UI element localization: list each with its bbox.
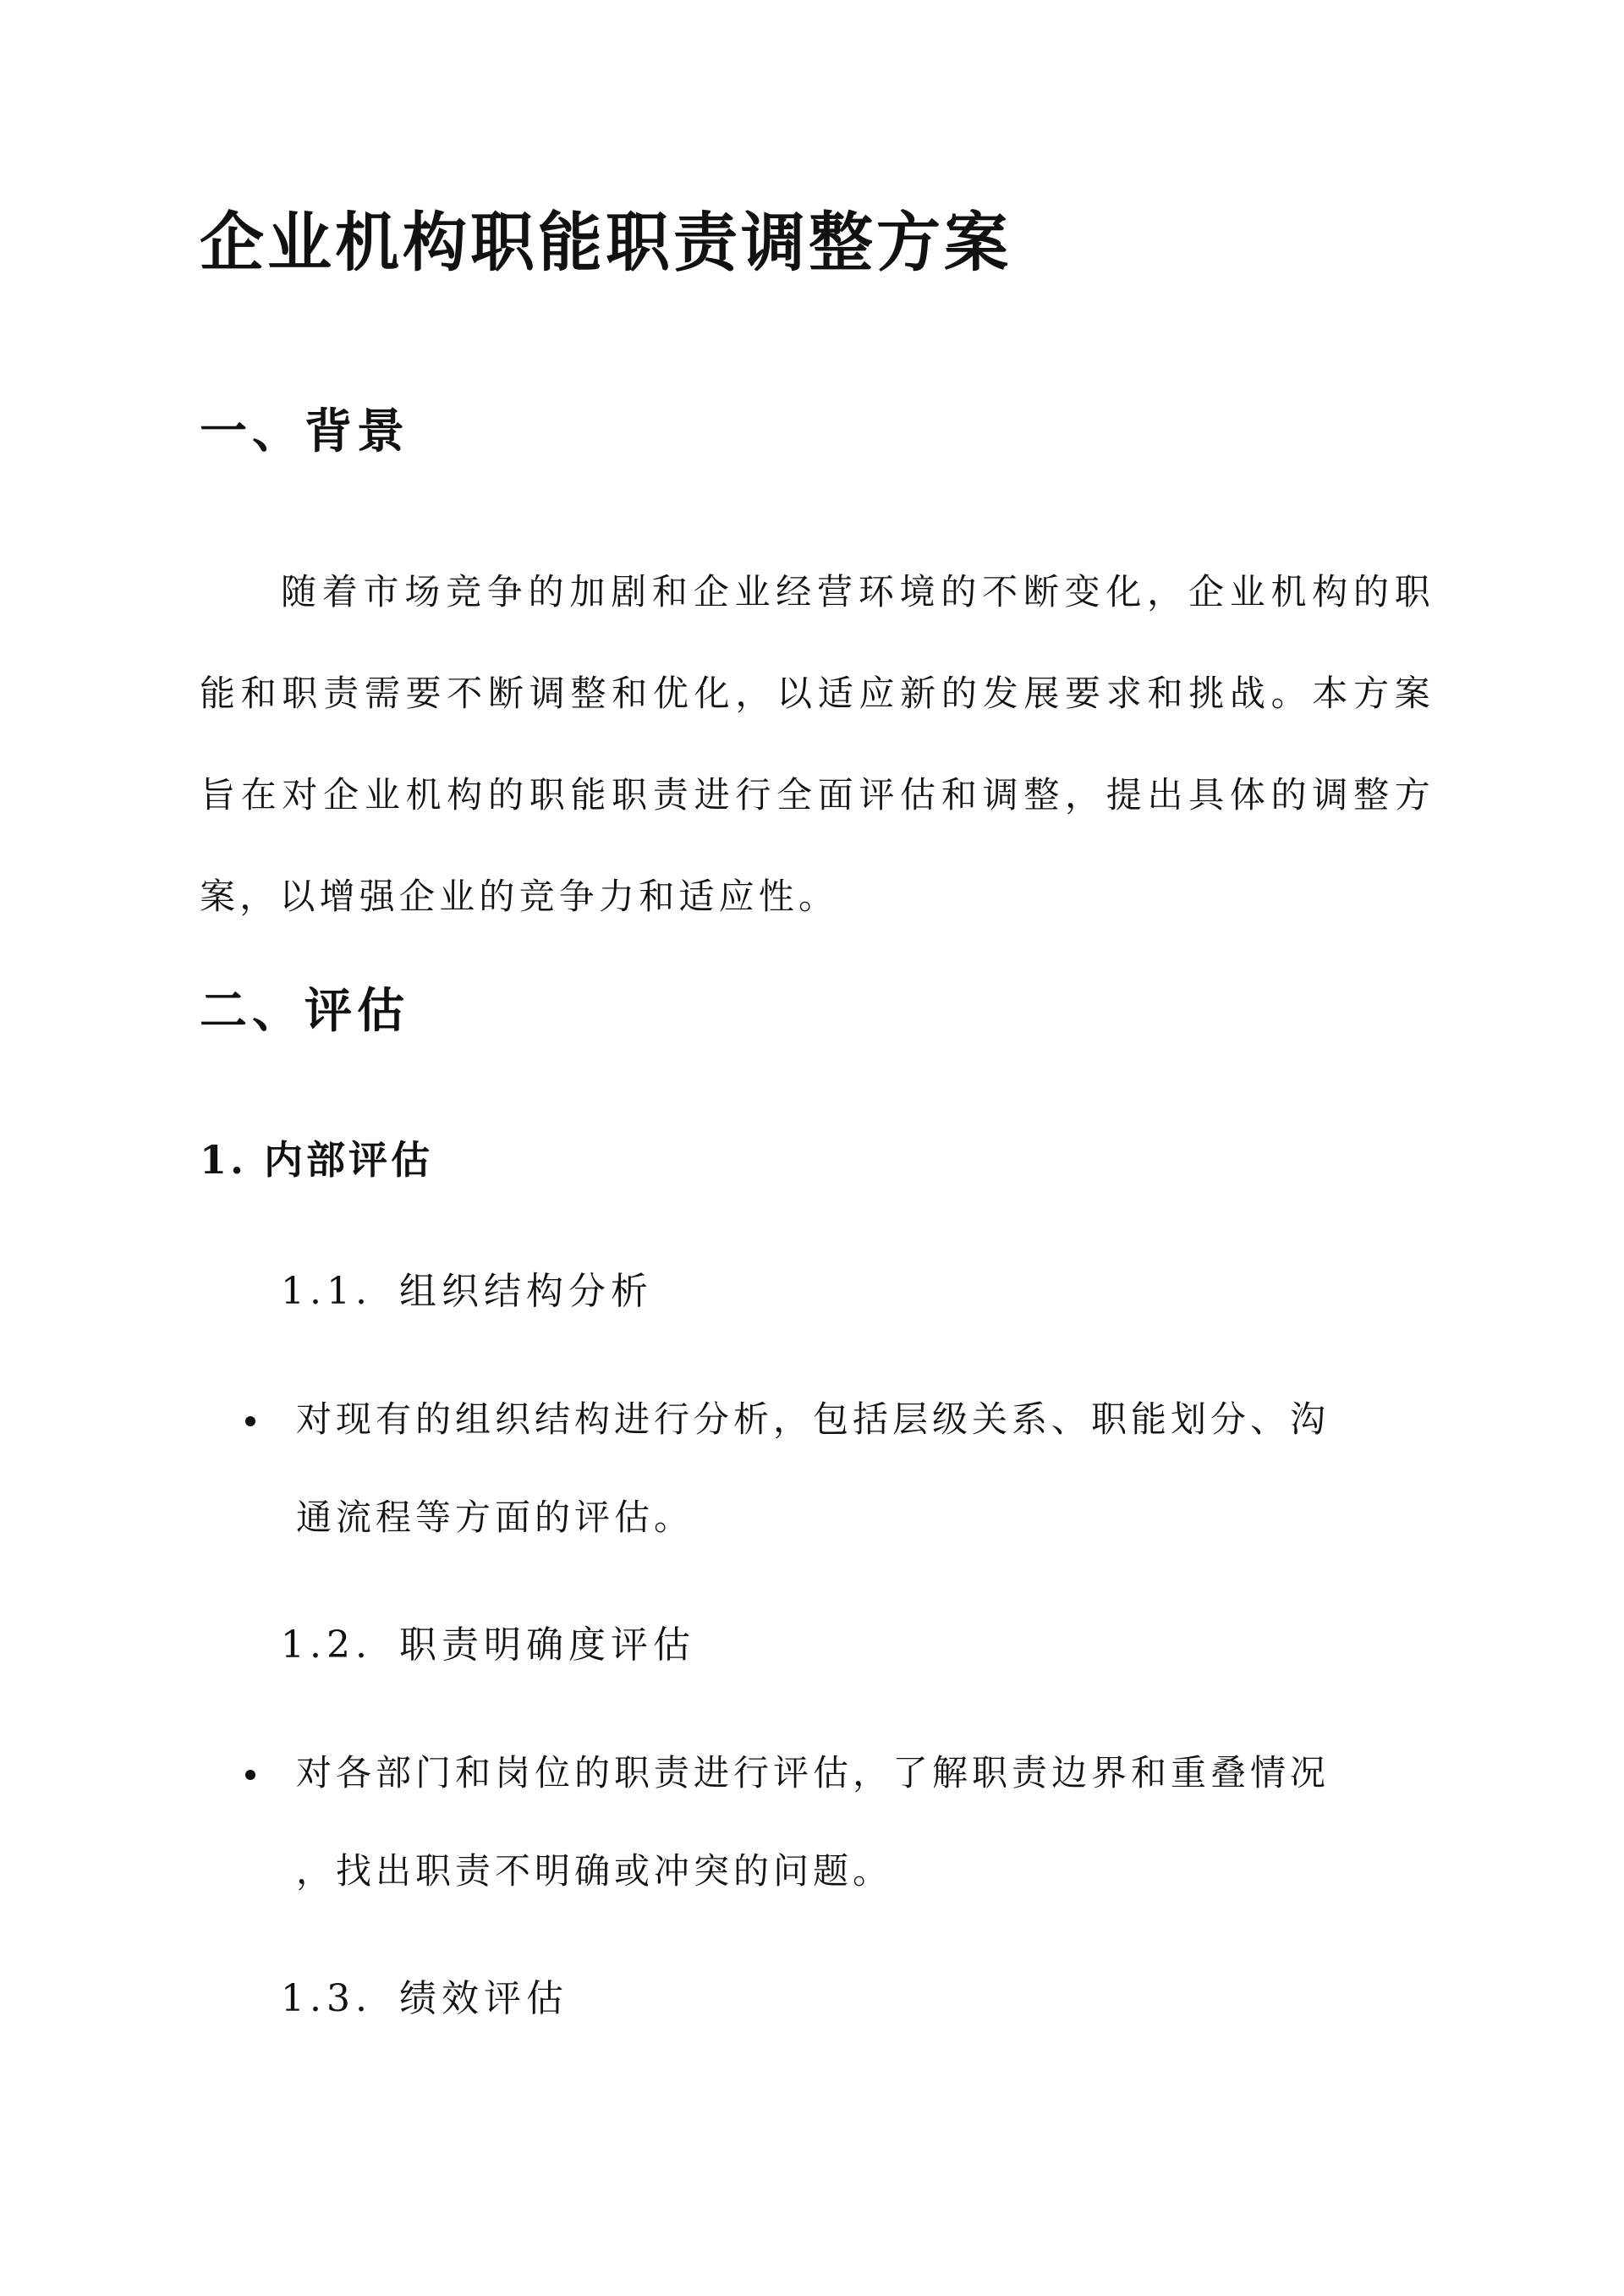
bullet-line: ，找出职责不明确或冲突的问题。 (296, 1850, 893, 1892)
item-heading-performance (281, 1969, 568, 2029)
bullet-line: 通流程等方面的评估。 (296, 1497, 694, 1538)
item-title: 职责明确度评估 (399, 1623, 695, 1667)
subsection-heading-internal-evaluation: 1. 内部评估 (200, 1137, 434, 1183)
item-heading-org-structure (281, 1262, 653, 1321)
item-title: 组织结构分析 (399, 1270, 653, 1313)
bullet-line: 对各部门和岗位的职责进行评估，了解职责边界和重叠情况 (296, 1752, 1330, 1793)
section-heading-background: 一、背景 (200, 404, 409, 459)
item-number: 1.1. (281, 1270, 372, 1313)
background-paragraph: 随着市场竞争的加剧和企业经营环境的不断变化，企业机构的职能和职责需要不断调整和优化，以适应新的发展要求和挑战。本方案旨在对企业机构的职能职责进行全面评估和调整，提出具体的调整方案，以增强企业的竞争力和适应性。 (200, 571, 1435, 917)
item-number: 1.3. (281, 1977, 372, 2020)
item-heading-responsibility-clarity (281, 1616, 695, 1675)
bullet-dot-icon (245, 1770, 255, 1780)
bullet-text (296, 1370, 1429, 1567)
section-heading-evaluation: 二、评估 (200, 983, 409, 1039)
bullet-line: 对现有的组织结构进行分析，包括层级关系、职能划分、沟 (296, 1398, 1330, 1440)
bullet-dot-icon (245, 1416, 255, 1426)
item-title: 绩效评估 (399, 1977, 568, 2020)
item-number: 1.2. (281, 1623, 372, 1667)
document-title: 企业机构职能职责调整方案 (200, 205, 1012, 280)
bullet-text (296, 1724, 1429, 1920)
